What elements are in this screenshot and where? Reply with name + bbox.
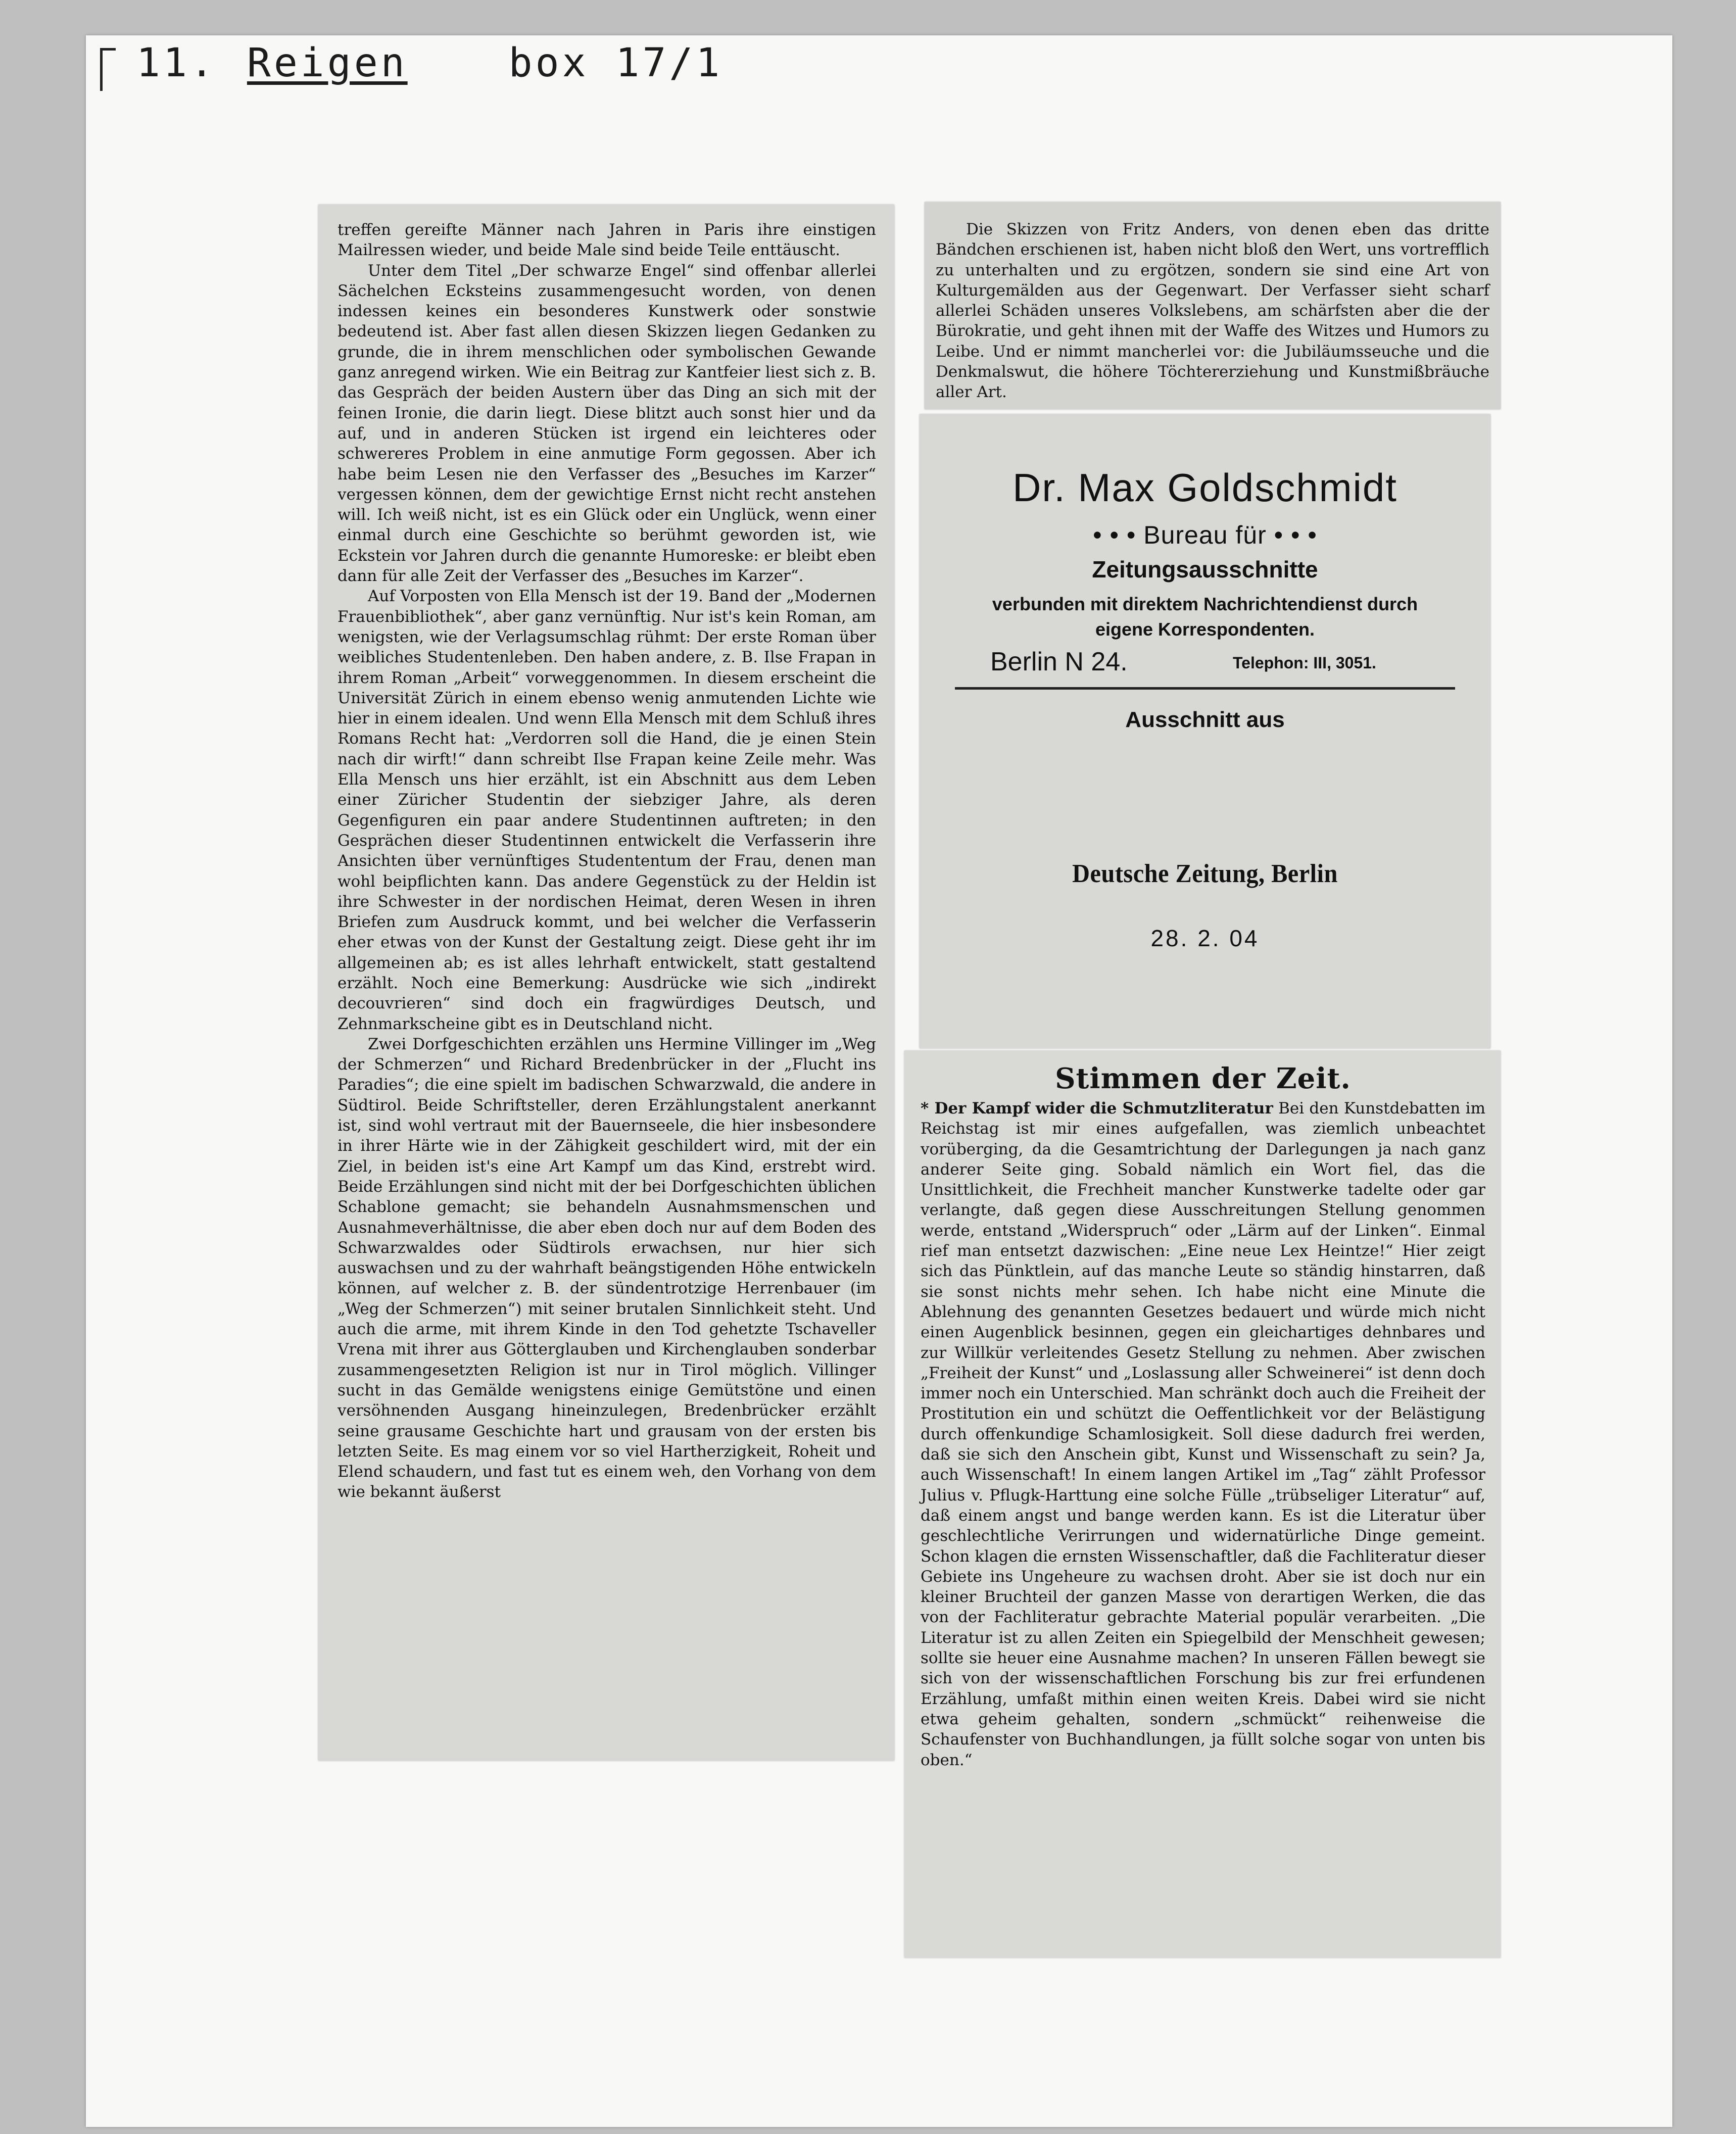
left-paragraph-1: treffen gereifte Männer nach Jahren in Paris ihre einstigen Mailressen wieder, und beide Male sind beide Teile enttäuscht.: [337, 221, 876, 260]
bureau-divider: [955, 687, 1455, 690]
clip-source-label: Ausschnitt aus: [1125, 707, 1285, 732]
top-right-clipping: [925, 202, 1501, 409]
bureau-info-line-2: eigene Korrespondenten.: [1095, 619, 1315, 640]
article-body: Bei den Kunstdebatten im Reichstag ist mir eines aufgefallen, was ziemlich unbeachtet vorüberging, da die Gesamtrichtung der Darlegungen ja nach ganz anderer Seite ging. Sobald nämlich ein Wort fiel, das die Unsittlichkeit, die Frechheit mancher Kunstwerke tadelte oder gar verlangte, daß gegen diese Ausschreitungen Stellung genommen werde, entstand „Widerspruch“ oder „Lärm auf der Linken“. Einmal rief man entsetzt dazwischen: „Eine neue Lex Heintze!“ Hier zeigt sich das Pünktlein, auf das manche Leute so ständig hinstarren, daß sie sonst nichts mehr sehen. Ich habe nicht eine Minute die Ablehnung des genannten Gesetzes bedauert und würde mich nicht einen Augenblick besinnen, gegen ein gleichartiges dehnbares und zur Willkür verleitendes Gesetz Stellung zu nehmen. Aber zwischen „Freiheit der Kunst“ und „Loslassung aller Schweinerei“ ist denn doch immer noch ein Unterschied. Man schränkt doch auch die Freiheit der Prostitution ein und schützt die Oeffentlichkeit vor der Belästigung durch offenkundige Schamlosigkeit. Soll diese dadurch frei werden, daß sie sich den Anschein gibt, Kunst und Wissenschaft zu sein? Ja, auch Wissenschaft! In einem langen Artikel im „Tag“ zählt Professor Julius v. Pflugk-Harttung eine solche Fülle „trübseliger Literatur“ auf, daß einem angst und bange werden kann. Es ist die Literatur über geschlechtliche Verirrungen und widernatürliche Dinge gemeint. Schon klagen die ernsten Wissenschaftler, daß die Fachliteratur dieser Gebiete ins Ungeheure zu wachsen droht. Aber sie ist doch nur ein kleiner Bruchteil der ganzen Masse von derartigen Werken, die das von der Fachliteratur gebrachte Material populär verarbeiten. „Die Literatur ist zu allen Zeiten ein Spiegelbild der Menschheit gewesen; sollte sie heuer eine Ausnahme machen? In unseren Fällen bewegt sie sich von der wissenschaftlichen Forschung bis zur frei erfundenen Erzählung, umfaßt mithin einen weiten Kreis. Dabei wird sie nicht etwa geheim gehalten, sondern „schmückt“ reihenweise die Schaufenster von Buchhandlungen, ja füllt solche sogar von unten bis oben.“: [921, 1099, 1485, 1769]
corner-bracket-mark: [100, 48, 116, 91]
bureau-address: Berlin N 24.: [990, 647, 1128, 676]
bureau-subtitle: • • • Bureau für • • •: [1093, 521, 1317, 549]
bureau-name: Dr. Max Goldschmidt: [1012, 465, 1397, 510]
bureau-info-line-1: verbunden mit direktem Nachrichtendienst durch: [992, 594, 1418, 614]
archive-box: box 17/1: [508, 40, 723, 86]
left-paragraph-3: Auf Vorposten von Ella Mensch ist der 19. Band der „Modernen Frauenbibliothek“, aber ganz vernünftig. Nur ist's kein Roman, am wenigsten, wie der Verlagsumschlag rühmt: Der erste Roman über weibliches Studentenleben. Den haben andere, z. B. Ilse Frapan in ihrem Roman „Arbeit“ vorweggenommen. In diesem erscheint die Universität Zürich in einem ebenso wenig anmutenden Lichte wie hier in einem idealen. Und wenn Ella Mensch mit dem Schluß ihres Romans Recht hat: „Verdorren soll die Hand, die je einen Stein nach dir wirft!“ dann schreibt Ilse Frapan keine Zeile mehr. Was Ella Mensch uns hier erzählt, ist ein Abschnitt aus dem Leben einer Züricher Studentin der siebziger Jahre, als deren Gegenfiguren ein paar andere Studentinnen auftreten; in den Gesprächen dieser Studentinnen entwickelt die Verfasserin ihre Ansichten über vernünftiges Studententum der Frau, denen man wohl beipflichten kann. Das andere Gegenstück zu der Heldin ist ihre Schwester in der nordischen Heimat, deren Wesen in ihren Briefen zum Ausdruck kommt, und bei welcher die Verfasserin eher etwas von der Kunst der Gestaltung zeigt. Diese geht ihr im allgemeinen ab; es ist alles lehrhaft entwickelt, statt gestaltend erzählt. Noch eine Bemerkung: Ausdrücke wie sich „indirekt decouvrieren“ sind doch ein fragwürdiges Deutsch, und Zehnmarkscheine gibt es in Deutschland nicht.: [337, 587, 876, 1033]
archive-title: Reigen: [247, 40, 408, 86]
left-paragraph-2: Unter dem Titel „Der schwarze Engel“ sind offenbar allerlei Sächelchen Ecksteins zusammengesucht worden, von denen indessen keines ein besonderes Kunstwerk oder sonstwie bedeutend ist. Aber fast allen diesen Skizzen liegen Gedanken zu grunde, die in ihrem menschlichen oder symbolischen Gewande ganz anregend wirken. Wie ein Beitrag zur Kantfeier liest sich z. B. das Gespräch der beiden Austern über das Ding an sich mit der feinen Ironie, die darin liegt. Diese blitzt auch sonst hier und da auf, und in anderen Stücken ist irgend ein leichteres oder schwereres Problem in eine anmutige Form gegossen. Aber ich habe beim Lesen nie den Verfasser des „Besuches im Karzer“ vergessen können, dem der gewichtige Ernst nicht recht anstehen will. Ich weiß nicht, ist es ein Glück oder ein Unglück, wenn einer einmal durch eine Geschichte so berühmt geworden ist, wie Eckstein vor Jahren durch die genannte Humoreske: er bleibt eben dann für alle Zeit der Verfasser des „Besuches im Karzer“.: [337, 261, 876, 586]
bureau-service: Zeitungsausschnitte: [1092, 556, 1318, 583]
clip-date-stamp: 28. 2. 04: [1150, 925, 1260, 951]
bottom-right-clipping: [904, 1051, 1501, 1958]
newspaper-stamp: Deutsche Zeitung, Berlin: [1072, 859, 1338, 888]
left-paragraph-4: Zwei Dorfgeschichten erzählen uns Hermine Villinger im „Weg der Schmerzen“ und Richard Bredenbrücker in der „Flucht ins Paradies“; die eine spielt im badischen Schwarzwald, die andere in Südtirol. Beide Schriftsteller, deren Erzählungstalent anerkannt ist, sind wohl vertraut mit der Bauernseele, die hier insbesondere in ihrer Härte wie in der Zähigkeit geschildert wird, mit der ein Ziel, in beiden ist's eine Art Kampf um das Kind, erstrebt wird. Beide Erzählungen sind nicht mit der bei Dorfgeschichten üblichen Schablone gemacht; sie behandeln Ausnahmsmenschen und Ausnahmeverhältnisse, die aber eben doch nur auf dem Boden des Schwarzwaldes oder Südtirols erwachsen, nur hier sich auswachsen und zu der wahrhaft beängstigenden Höhe entwickeln können, auf welcher z. B. der sündentrotzige Herrenbauer (im „Weg der Schmerzen“) mit seiner brutalen Sinnlichkeit steht. Und auch die arme, mit ihrem Kinde in den Tod gehetzte Tschaveller Vrena mit ihrer aus Götterglauben und Kirchenglauben sonderbar zusammengesetzten Religion ist nur in Tirol möglich. Villinger sucht in das Gemälde wenigstens einige Gemütstöne und einen versöhnenden Ausgang hineinzulegen, Bredenbrücker erzählt seine grausame Geschichte hart und grausam von der ersten bis letzten Seite. Es mag einem vor so viel Hartherzigkeit, Roheit und Elend schaudern, und fast tut es einem weh, den Vorhang von dem wie bekannt äußerst: [337, 1035, 876, 1501]
left-clipping-column: [318, 205, 894, 1761]
article-headline: * Der Kampf wider die Schmutzliteratur: [921, 1099, 1273, 1118]
archive-label: [136, 40, 722, 86]
top-right-paragraph: Die Skizzen von Fritz Anders, von denen eben das dritte Bändchen erschienen ist, haben nicht bloß den Wert, uns vortrefflich zu unterhalten und zu ergötzen, sondern sie sind eine Art von Kulturgemälden aus der Gegenwart. Der Verfasser sieht scharf allerlei Schäden unseres Volkslebens, am schärfsten aber die der Bürokratie, und geht ihnen mit der Waffe des Witzes und Humors zu Leibe. Und er nimmt mancherlei vor: die Jubiläumsseuche und die Denkmalswut, die höhere Töchtererziehung und Kunstmißbräuche aller Art.: [936, 220, 1489, 402]
clipping-bureau-card: [920, 414, 1490, 1048]
column-heading: Stimmen der Zeit.: [1055, 1062, 1351, 1095]
archive-number: 11.: [136, 40, 217, 86]
bureau-phone: Telephon: III, 3051.: [1233, 654, 1376, 672]
